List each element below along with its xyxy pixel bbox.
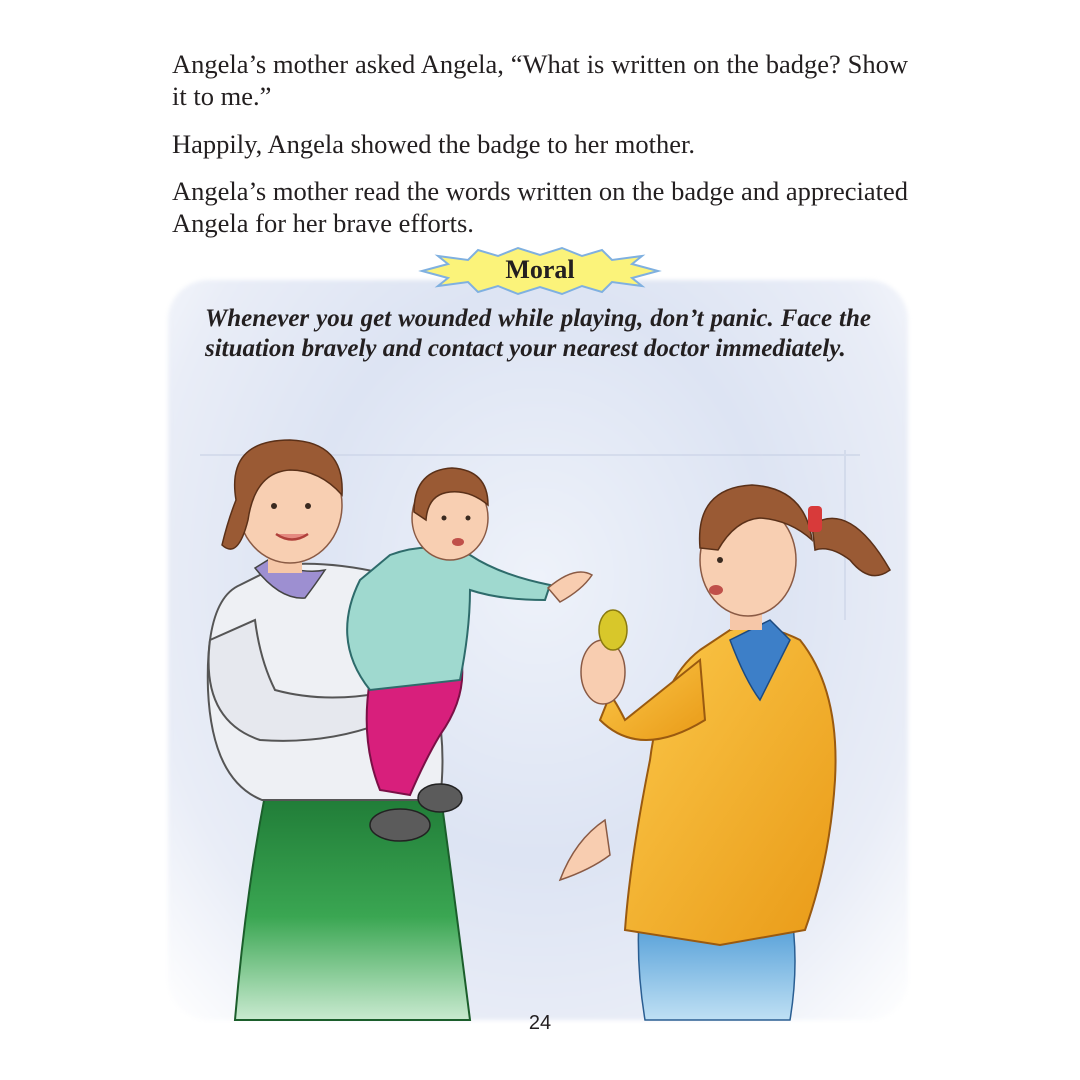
story-paragraph-3: Angela’s mother read the words written on the badge and appreciated Angela for her brave efforts. — [172, 176, 908, 238]
story-paragraph-1: Angela’s mother asked Angela, “What is written on the badge? Show it to me.” — [172, 49, 908, 111]
moral-title: Moral — [505, 255, 575, 284]
child-figure — [347, 468, 592, 841]
moral-text: Whenever you get wounded while playing, don’t panic. Face the situation bravely and contact your nearest doctor immediately. — [205, 305, 871, 362]
angela-figure — [560, 485, 890, 1020]
badge — [599, 610, 627, 650]
story-paragraph-2: Happily, Angela showed the badge to her mother. — [172, 129, 695, 159]
page-number: 24 — [528, 1012, 552, 1034]
